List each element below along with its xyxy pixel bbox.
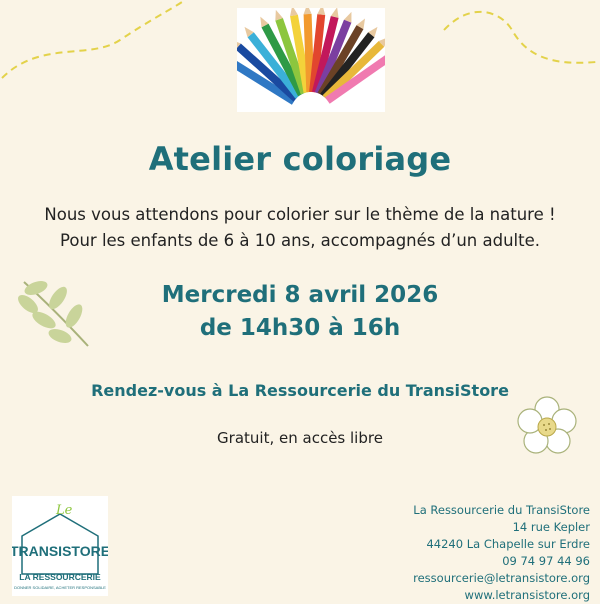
meeting-point: Rendez-vous à La Ressourcerie du TransiStore <box>91 381 509 400</box>
dashed-line-decoration-right <box>440 0 600 70</box>
event-time: de 14h30 à 16h <box>199 315 401 341</box>
dashed-line-decoration-left <box>0 0 190 90</box>
olive-leaf-branch-icon <box>14 276 94 352</box>
event-date: Mercredi 8 avril 2026 <box>161 282 439 308</box>
white-flower-icon <box>515 395 579 459</box>
contact-city: 44240 La Chapelle sur Erdre <box>426 537 590 551</box>
transistore-logo <box>12 496 108 596</box>
contact-website[interactable]: www.letransistore.org <box>464 588 590 602</box>
event-title: Atelier coloriage <box>148 140 452 178</box>
contact-name: La Ressourcerie du TransiStore <box>413 503 590 517</box>
logo-le-text: Le <box>56 503 73 518</box>
logo-subtitle-text: LA RESSOURCERIE <box>19 572 101 582</box>
access-info: Gratuit, en accès libre <box>217 429 383 447</box>
contact-email[interactable]: ressourcerie@letransistore.org <box>413 571 590 585</box>
logo-brand-text: TRANSISTORE <box>12 543 108 559</box>
intro-text-line-2: Pour les enfants de 6 à 10 ans, accompagnés d’un adulte. <box>60 231 540 250</box>
colored-pencils-photo <box>237 8 385 112</box>
contact-phone: 09 74 97 44 96 <box>502 554 590 568</box>
contact-street: 14 rue Kepler <box>512 520 590 534</box>
intro-text-line-1: Nous vous attendons pour colorier sur le thème de la nature ! <box>44 205 556 224</box>
logo-tagline-text: DONNER SOLIDAIRE, ACHETER RESPONSABLE <box>14 585 106 590</box>
contact-info <box>413 502 590 604</box>
